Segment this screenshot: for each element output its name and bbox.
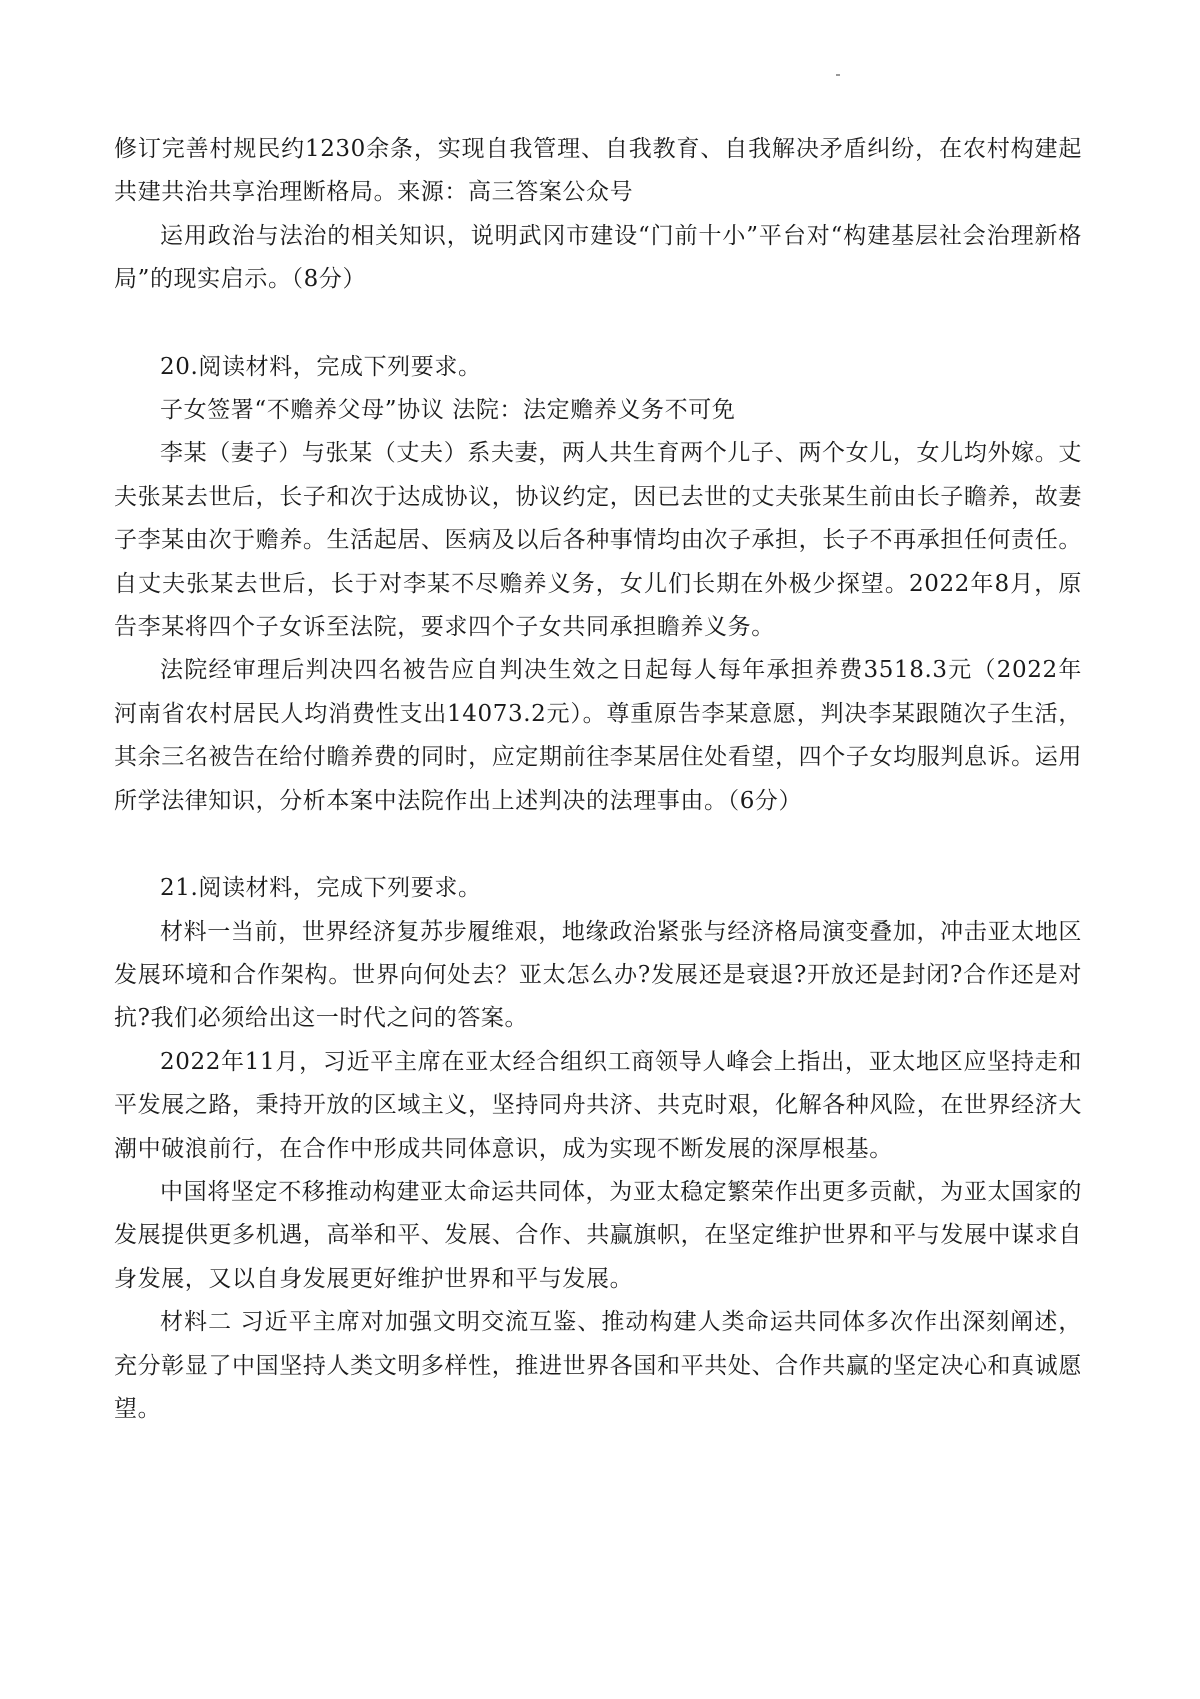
continued-paragraph: 修订完善村规民约1230余条，实现自我管理、自我教育、自我解决矛盾纠纷，在农村构建起共建共治共享治理断格局。来源：高三答案公众号 — [114, 136, 1082, 206]
question-21-title: 21.阅读材料，完成下列要求。 — [160, 875, 482, 902]
document-page — [114, 128, 1082, 1431]
page-mark — [836, 74, 840, 76]
question-21-material-1: 材料一当前，世界经济复苏步履维艰，地缘政治紧张与经济格局演变叠加，冲击亚太地区发展环境和合作架构。世界向何处去？亚太怎么办?发展还是衰退?开放还是封闭?合作还是对抗?我们必须给出这一时代之问的答案。 — [114, 918, 1082, 1032]
question-21-material-1-para-2: 2022年11月，习近平主席在亚太经合组织工商领导人峰会上指出，亚太地区应坚持走和平发展之路，秉持开放的区域主义，坚持同舟共济、共克时艰，化解各种风险，在世界经济大潮中破浪前行，在合作中形成共同体意识，成为实现不断发展的深厚根基。 — [114, 1048, 1082, 1162]
question-20-material-1: 李某（妻子）与张某（丈夫）系夫妻，两人共生育两个儿子、两个女儿，女儿均外嫁。丈夫张某去世后，长子和次于达成协议，协议约定，因已去世的丈夫张某生前由长子瞻养，故妻子李某由次于赡养。生活起居、医病及以后各种事情均由次子承担，长子不再承担任何责任。自丈夫张某去世后，长于对李某不尽赡养义务，女儿们长期在外极少探望。2022年8月，原告李某将四个子女诉至法院，要求四个子女共同承担瞻养义务。 — [114, 440, 1082, 641]
question-20-title: 20.阅读材料，完成下列要求。 — [160, 353, 482, 380]
question-21-material-2: 材料二 习近平主席对加强文明交流互鉴、推动构建人类命运共同体多次作出深刻阐述，充分彰显了中国坚持人类文明多样性，推进世界各国和平共处、合作共赢的坚定决心和真诚愿望。 — [114, 1309, 1082, 1422]
question-20-material-2: 法院经审理后判决四名被告应自判决生效之日起每人每年承担养费3518.3元（2022年河南省农村居民人均消费性支出14073.2元）。尊重原告李某意愿，判决李某跟随次子生活，其余三名被告在给付瞻养费的同时，应定期前往李某居住处看望，四个子女均服判息诉。运用所学法律知识，分析本案中法院作出上述判决的法理事由。（6分） — [114, 657, 1082, 814]
section-gap — [114, 823, 1082, 867]
section-gap — [114, 302, 1082, 346]
question-20-headline: 子女签署“不赡养父母”协议 法院：法定赡养义务不可免 — [160, 397, 736, 424]
question-19-prompt: 运用政治与法治的相关知识，说明武冈市建设“门前十小”平台对“构建基层社会治理新格局”的现实启示。（8分） — [114, 222, 1082, 293]
question-21-material-1-para-3: 中国将坚定不移推动构建亚太命运共同体，为亚太稳定繁荣作出更多贡献，为亚太国家的发展提供更多机遇，高举和平、发展、合作、共赢旗帜，在坚定维护世界和平与发展中谋求自身发展，又以自身发展更好维护世界和平与发展。 — [114, 1178, 1082, 1292]
